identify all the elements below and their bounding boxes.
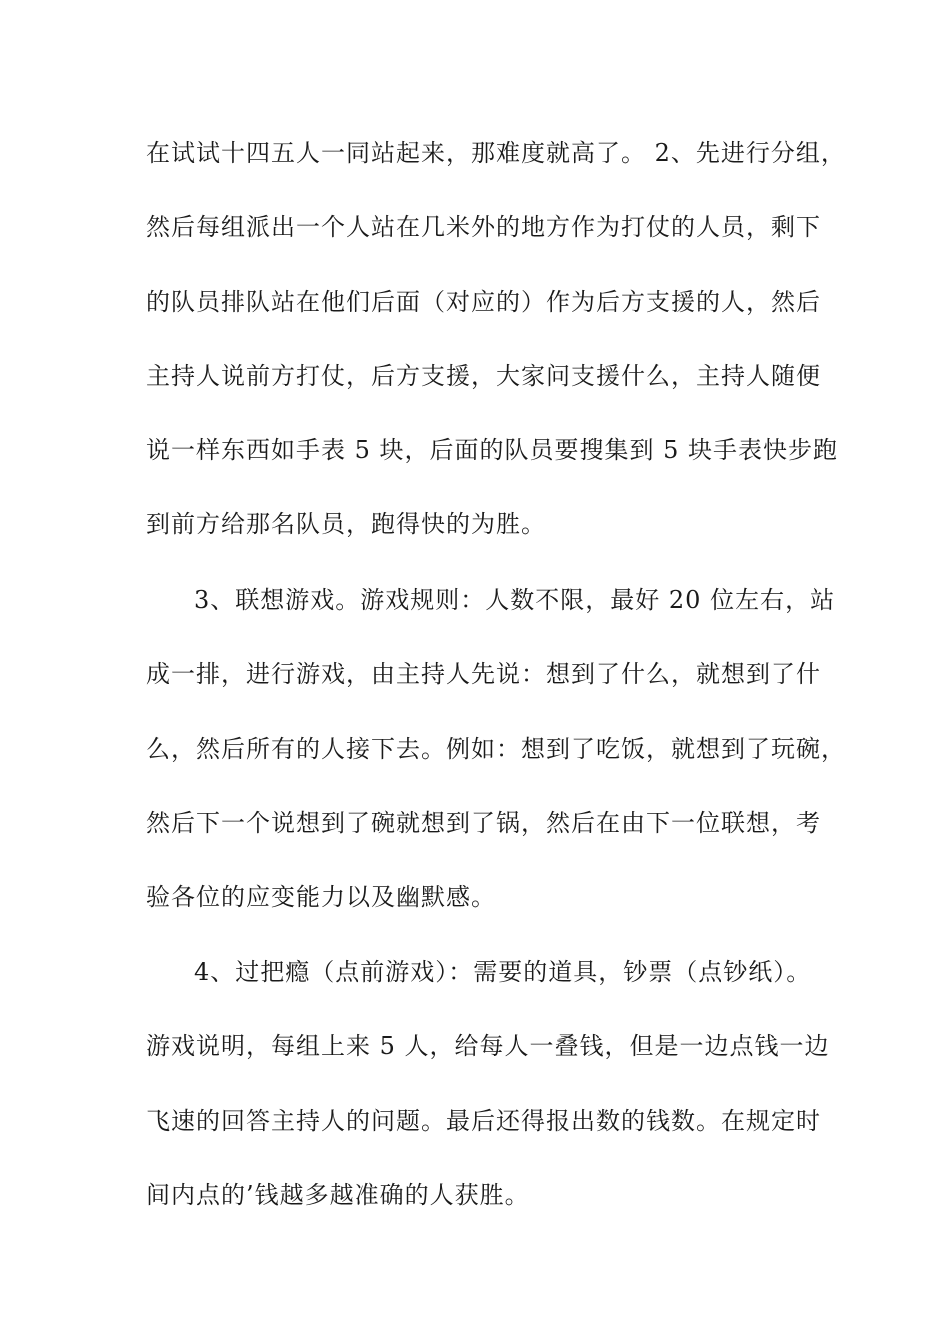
paragraph-start-line: 3、联想游戏。游戏规则：人数不限，最好 20 位左右，站 (194, 586, 836, 614)
text-line: 在试试十四五人一同站起来，那难度就高了。 2、先进行分组， (146, 139, 846, 167)
text-line: 到前方给那名队员，跑得快的为胜。 (146, 510, 546, 538)
text-line: 间内点的’钱越多越准确的人获胜。 (146, 1181, 530, 1209)
text-line: 然后下一个说想到了碗就想到了锅，然后在由下一位联想，考 (146, 809, 821, 837)
text-line: 然后每组派出一个人站在几米外的地方作为打仗的人员，剩下 (146, 213, 821, 241)
text-line: 成一排，进行游戏，由主持人先说：想到了什么，就想到了什 (146, 660, 821, 688)
text-line: 说一样东西如手表 5 块，后面的队员要搜集到 5 块手表快步跑 (146, 436, 839, 464)
text-line: 飞速的回答主持人的问题。最后还得报出数的钱数。在规定时 (146, 1107, 821, 1135)
text-line: 游戏说明，每组上来 5 人，给每人一叠钱，但是一边点钱一边 (146, 1032, 830, 1060)
text-line: 验各位的应变能力以及幽默感。 (146, 883, 496, 911)
text-line: 主持人说前方打仗，后方支援，大家问支援什么，主持人随便 (146, 362, 821, 390)
text-line: 的队员排队站在他们后面（对应的）作为后方支援的人，然后 (146, 288, 821, 316)
text-line: 么，然后所有的人接下去。例如：想到了吃饭，就想到了玩碗， (146, 735, 846, 763)
paragraph-start-line: 4、过把瘾（点前游戏）：需要的道具，钞票（点钞纸）。 (194, 958, 812, 986)
